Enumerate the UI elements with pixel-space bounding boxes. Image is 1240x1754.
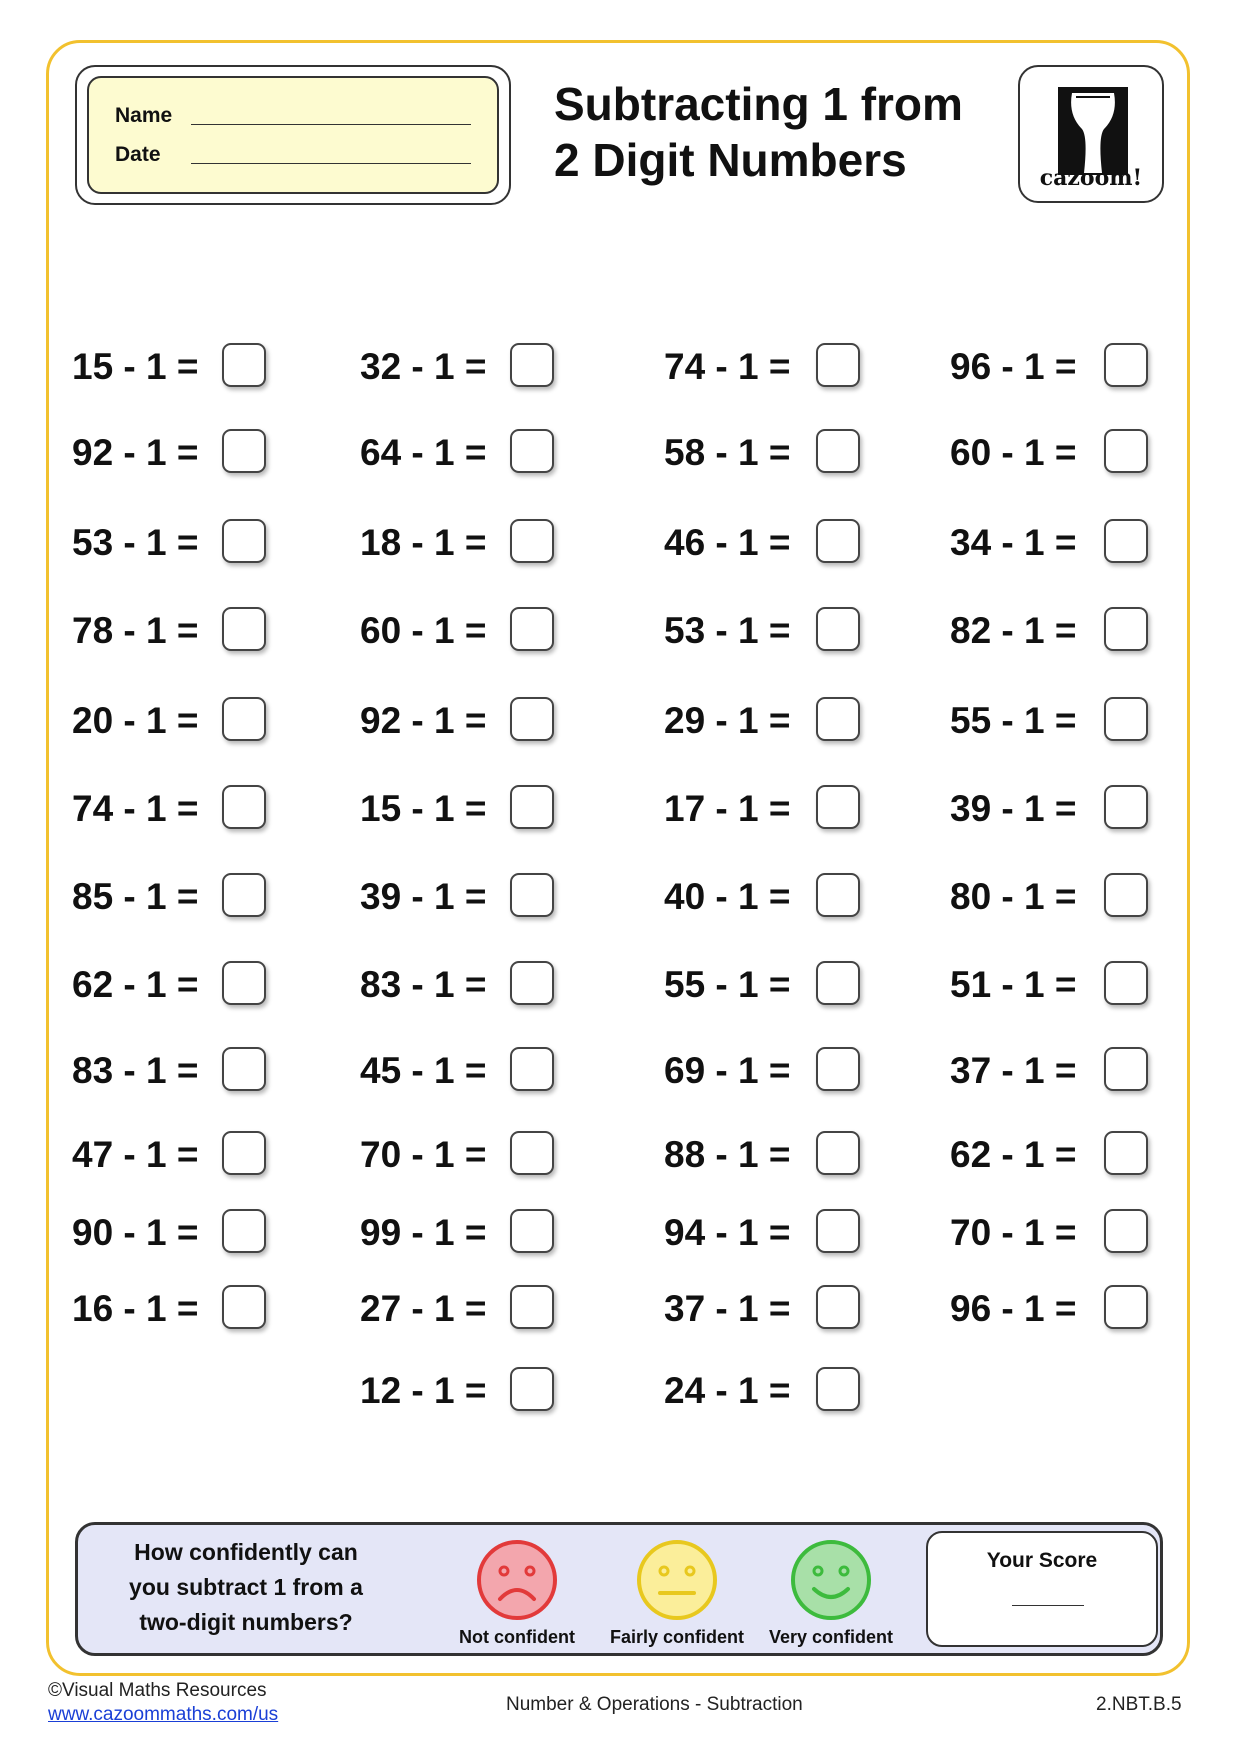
problem-item [950,342,1077,392]
problem-expression: 78 - 1 = [72,610,199,651]
answer-box[interactable] [1104,1209,1148,1253]
sad-face-icon[interactable] [476,1539,558,1621]
problem-expression: 27 - 1 = [360,1288,487,1329]
answer-box[interactable] [510,697,554,741]
problem-expression: 83 - 1 = [72,1050,199,1091]
answer-box[interactable] [510,1285,554,1329]
problem-expression: 90 - 1 = [72,1212,199,1253]
answer-box[interactable] [816,1131,860,1175]
problem-expression: 62 - 1 = [950,1134,1077,1175]
title-line-2: 2 Digit Numbers [554,134,907,186]
problem-expression: 74 - 1 = [664,346,791,387]
answer-box[interactable] [510,343,554,387]
problem-expression: 16 - 1 = [72,1288,199,1329]
problem-expression: 55 - 1 = [950,700,1077,741]
problem-expression: 53 - 1 = [664,610,791,651]
answer-box[interactable] [510,519,554,563]
problem-item [360,342,487,392]
problem-expression: 64 - 1 = [360,432,487,473]
problem-item [950,696,1077,746]
name-field[interactable] [115,104,172,128]
problem-item [664,428,791,478]
answer-box[interactable] [816,1209,860,1253]
answer-box[interactable] [816,519,860,563]
problem-expression: 15 - 1 = [72,346,199,387]
problem-item [950,518,1077,568]
confidence-panel [75,1522,1163,1656]
problem-item [950,1046,1077,1096]
problem-expression: 32 - 1 = [360,346,487,387]
problem-expression: 24 - 1 = [664,1370,791,1411]
problem-item [664,872,791,922]
problem-expression: 99 - 1 = [360,1212,487,1253]
answer-box[interactable] [222,343,266,387]
problem-expression: 12 - 1 = [360,1370,487,1411]
problem-item [360,960,487,1010]
answer-box[interactable] [1104,785,1148,829]
name-line[interactable] [191,124,471,125]
answer-box[interactable] [816,961,860,1005]
answer-box[interactable] [816,1285,860,1329]
problem-expression: 94 - 1 = [664,1212,791,1253]
problem-item [72,606,199,656]
problem-item [72,960,199,1010]
problem-item [360,1366,487,1416]
answer-box[interactable] [1104,873,1148,917]
problem-expression: 37 - 1 = [950,1050,1077,1091]
answer-box[interactable] [816,785,860,829]
happy-face-icon[interactable] [790,1539,872,1621]
standard-code: 2.NBT.B.5 [1096,1694,1182,1715]
problem-expression: 80 - 1 = [950,876,1077,917]
problem-item [664,342,791,392]
page-title [554,76,994,188]
page-border [46,40,1190,1676]
problem-expression: 39 - 1 = [360,876,487,917]
confidence-option-label: Not confident [459,1627,575,1647]
answer-box[interactable] [222,607,266,651]
problem-expression: 55 - 1 = [664,964,791,1005]
cazoom-logo [1018,65,1164,203]
answer-box[interactable] [816,343,860,387]
answer-box[interactable] [510,961,554,1005]
answer-box[interactable] [510,873,554,917]
problem-item [664,960,791,1010]
problem-expression: 40 - 1 = [664,876,791,917]
problem-expression: 29 - 1 = [664,700,791,741]
problem-expression: 34 - 1 = [950,522,1077,563]
answer-box[interactable] [222,1209,266,1253]
problem-expression: 92 - 1 = [72,432,199,473]
problem-item [360,696,487,746]
problem-item [664,606,791,656]
answer-box[interactable] [1104,607,1148,651]
date-field[interactable] [115,143,161,167]
answer-box[interactable] [222,519,266,563]
problem-item [72,428,199,478]
answer-box[interactable] [510,1131,554,1175]
problem-expression: 18 - 1 = [360,522,487,563]
answer-box[interactable] [510,1367,554,1411]
answer-box[interactable] [222,429,266,473]
problem-item [950,1208,1077,1258]
drum-icon [1058,87,1128,175]
score-line[interactable] [1012,1605,1084,1606]
answer-box[interactable] [222,1047,266,1091]
problem-expression: 70 - 1 = [360,1134,487,1175]
topic-label: Number & Operations - Subtraction [506,1694,803,1715]
problem-item [664,1284,791,1334]
problem-expression: 20 - 1 = [72,700,199,741]
answer-box[interactable] [510,429,554,473]
problem-expression: 46 - 1 = [664,522,791,563]
problem-expression: 96 - 1 = [950,1288,1077,1329]
answer-box[interactable] [1104,1285,1148,1329]
answer-box[interactable] [816,873,860,917]
problem-item [360,1130,487,1180]
problem-expression: 45 - 1 = [360,1050,487,1091]
problem-item [664,784,791,834]
problem-expression: 39 - 1 = [950,788,1077,829]
website-link[interactable]: www.cazoommaths.com/us [48,1704,279,1725]
problem-expression: 70 - 1 = [950,1212,1077,1253]
problem-item [664,1130,791,1180]
copyright: ©Visual Maths Resources [48,1680,267,1701]
problem-item [72,1130,199,1180]
problem-item [72,872,199,922]
answer-box[interactable] [816,607,860,651]
logo-text: cazoom! [1039,165,1143,191]
problem-expression: 74 - 1 = [72,788,199,829]
answer-box[interactable] [1104,1047,1148,1091]
title-line-1: Subtracting 1 from [554,78,963,130]
problem-expression: 15 - 1 = [360,788,487,829]
problem-expression: 60 - 1 = [360,610,487,651]
answer-box[interactable] [816,429,860,473]
problem-item [72,342,199,392]
score-label: Your Score [986,1549,1098,1572]
answer-box[interactable] [222,1285,266,1329]
problem-expression: 58 - 1 = [664,432,791,473]
problem-expression: 62 - 1 = [72,964,199,1005]
problem-item [950,872,1077,922]
answer-box[interactable] [1104,697,1148,741]
score-box[interactable] [926,1531,1158,1647]
problem-item [72,784,199,834]
problem-item [950,606,1077,656]
problem-item [360,606,487,656]
problem-item [664,696,791,746]
problem-item [360,518,487,568]
answer-box[interactable] [222,961,266,1005]
problem-item [360,1284,487,1334]
problem-item [664,1208,791,1258]
problem-item [72,1284,199,1334]
problem-item [72,1046,199,1096]
confidence-option-label: Fairly confident [609,1627,744,1647]
answer-box[interactable] [1104,961,1148,1005]
problem-item [360,784,487,834]
answer-box[interactable] [510,785,554,829]
problem-item [360,1046,487,1096]
confidence-option-label: Very confident [768,1627,894,1647]
answer-box[interactable] [510,607,554,651]
problem-item [72,696,199,746]
problem-item [664,1366,791,1416]
date-line[interactable] [191,163,471,164]
problem-expression: 88 - 1 = [664,1134,791,1175]
problem-expression: 69 - 1 = [664,1050,791,1091]
neutral-face-icon[interactable] [636,1539,718,1621]
problem-item [950,784,1077,834]
problem-item [950,428,1077,478]
date-label: Date [115,143,161,166]
problem-item [360,872,487,922]
answer-box[interactable] [510,1209,554,1253]
answer-box[interactable] [1104,519,1148,563]
problem-expression: 60 - 1 = [950,432,1077,473]
problem-item [72,518,199,568]
problem-expression: 47 - 1 = [72,1134,199,1175]
problem-expression: 17 - 1 = [664,788,791,829]
answer-box[interactable] [816,697,860,741]
answer-box[interactable] [222,785,266,829]
problem-item [360,428,487,478]
problem-expression: 85 - 1 = [72,876,199,917]
answer-box[interactable] [1104,343,1148,387]
problem-expression: 53 - 1 = [72,522,199,563]
confidence-question: How confidently can you subtract 1 from a two-digit numbers? [129,1539,363,1635]
answer-box[interactable] [510,1047,554,1091]
problem-expression: 96 - 1 = [950,346,1077,387]
problem-expression: 92 - 1 = [360,700,487,741]
answer-box[interactable] [222,697,266,741]
problem-expression: 51 - 1 = [950,964,1077,1005]
problem-expression: 37 - 1 = [664,1288,791,1329]
problem-item [950,1284,1077,1334]
problem-item [664,1046,791,1096]
problem-item [950,1130,1077,1180]
answer-box[interactable] [816,1047,860,1091]
name-date-box [75,65,511,205]
problem-item [664,518,791,568]
problem-expression: 83 - 1 = [360,964,487,1005]
answer-box[interactable] [1104,429,1148,473]
answer-box[interactable] [222,873,266,917]
problem-item [950,960,1077,1010]
problem-item [360,1208,487,1258]
problem-item [72,1208,199,1258]
answer-box[interactable] [1104,1131,1148,1175]
problem-expression: 82 - 1 = [950,610,1077,651]
answer-box[interactable] [222,1131,266,1175]
answer-box[interactable] [816,1367,860,1411]
name-label: Name [115,104,173,127]
